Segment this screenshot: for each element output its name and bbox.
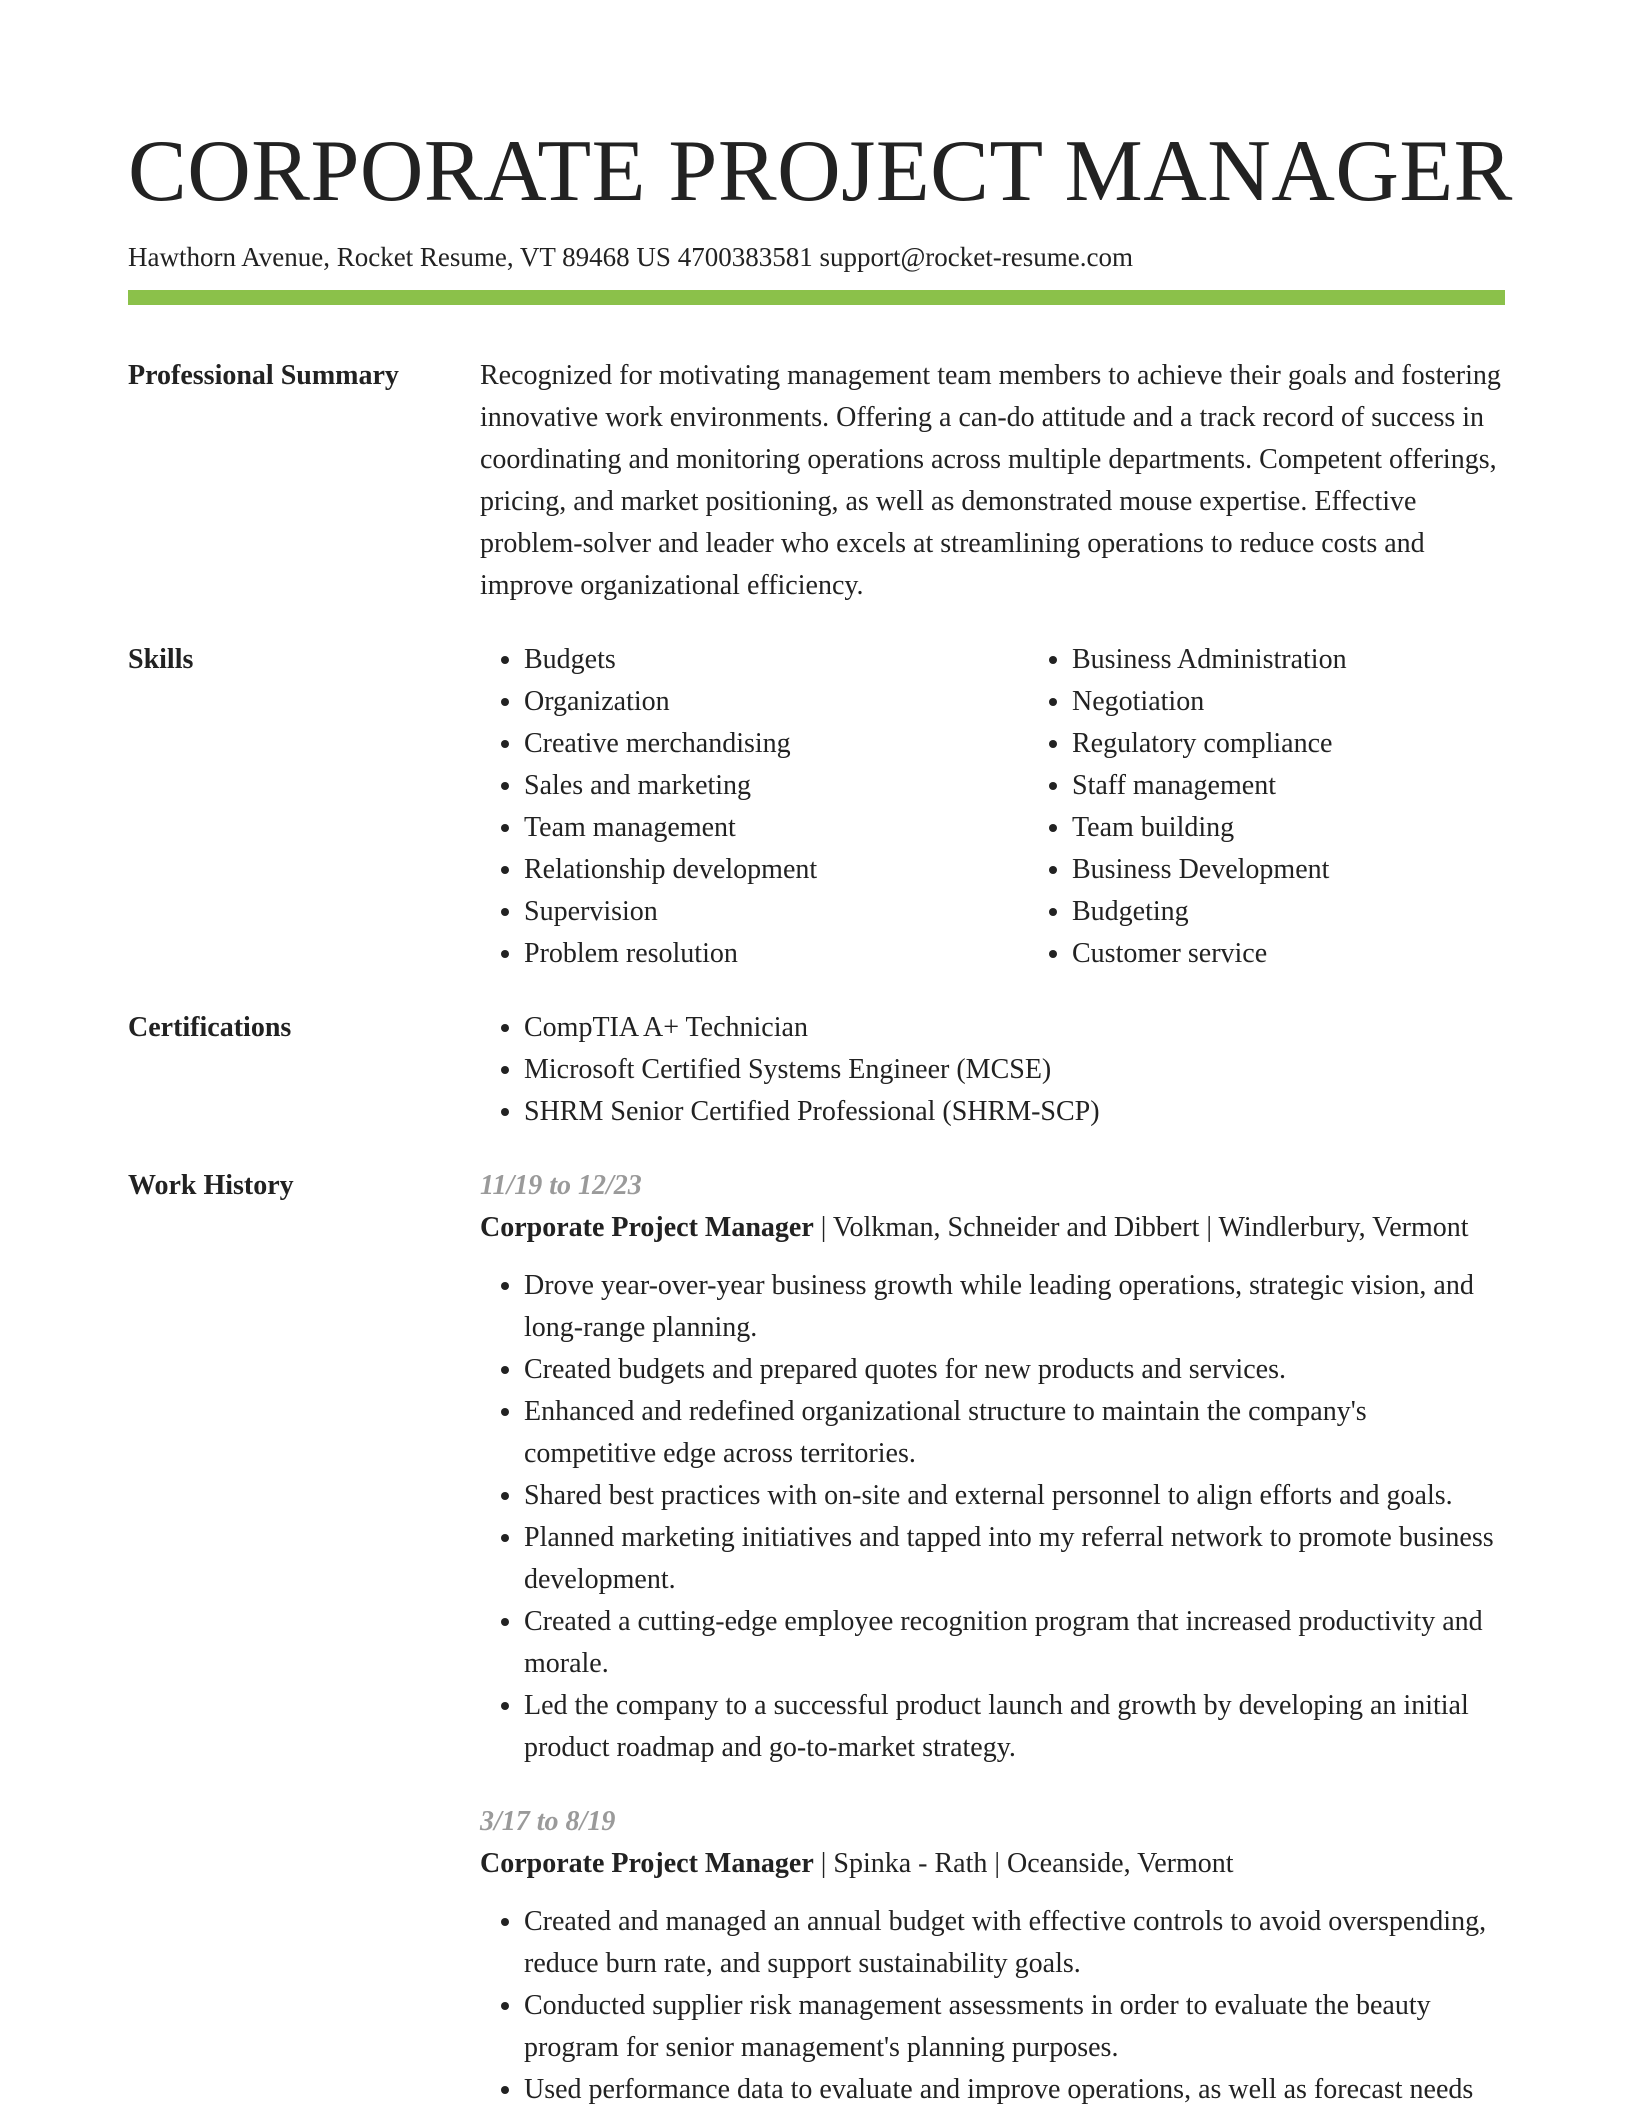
list-item: • Planned marketing initiatives and tapped into my referral network to promote business development.: [524, 1517, 1505, 1601]
job-dates: 3/17 to 8/19: [480, 1806, 616, 1837]
contact-line: Hawthorn Avenue, Rocket Resume, VT 89468 US 4700383581 support@rocket-resume.com: [128, 242, 1133, 272]
job-details: | Volkman, Schneider and Dibbert | Windlerbury, Vermont: [813, 1212, 1469, 1243]
job-details: | Spinka - Rath | Oceanside, Vermont: [813, 1848, 1234, 1879]
job-entry: [480, 1801, 1505, 2111]
resume-name-title: CORPORATE PROJECT MANAGER: [128, 123, 1513, 220]
skills-list-right: [1028, 639, 1576, 975]
list-item: • Supervision: [524, 891, 1028, 933]
list-item: • Shared best practices with on-site and external personnel to align efforts and goals.: [524, 1475, 1505, 1517]
list-item: • Team management: [524, 807, 1028, 849]
job-title: Corporate Project Manager: [480, 1212, 814, 1243]
list-item: • Organization: [524, 681, 1028, 723]
list-item: • Negotiation: [1072, 681, 1576, 723]
list-item: • Budgeting: [1072, 891, 1576, 933]
list-item: • SHRM Senior Certified Professional (SHRM-SCP): [524, 1091, 1505, 1133]
section-work-history: [128, 1165, 1505, 2111]
job-bullets: [480, 1901, 1505, 2111]
list-item: • Team building: [1072, 807, 1576, 849]
job-heading: [480, 1207, 1505, 1249]
list-item: • Relationship development: [524, 849, 1028, 891]
list-item: • Creative merchandising: [524, 723, 1028, 765]
section-label: Work History: [128, 1170, 294, 1201]
job-entry: [480, 1165, 1505, 1769]
section-body: [480, 355, 1505, 607]
list-item: • Customer service: [1072, 933, 1576, 975]
job-heading: [480, 1843, 1505, 1885]
list-item: • Regulatory compliance: [1072, 723, 1576, 765]
list-item: • Microsoft Certified Systems Engineer (MCSE): [524, 1049, 1505, 1091]
section-label: Skills: [128, 644, 194, 675]
list-item: • Staff management: [1072, 765, 1576, 807]
list-item: • CompTIA A+ Technician: [524, 1007, 1505, 1049]
section-skills: [128, 639, 1505, 975]
section-label: Certifications: [128, 1012, 292, 1043]
list-item: • Drove year-over-year business growth while leading operations, strategic vision, and long-range planning.: [524, 1265, 1505, 1349]
resume-page: [128, 0, 1513, 2111]
skills-columns: [480, 639, 1576, 975]
list-item: • Sales and marketing: [524, 765, 1028, 807]
section-body: [480, 1165, 1505, 2111]
job-dates: 11/19 to 12/23: [480, 1170, 642, 1201]
list-item: • Budgets: [524, 639, 1028, 681]
list-item: • Created and managed an annual budget with effective controls to avoid overspending, reduce burn rate, and support sustainability goals.: [524, 1901, 1505, 1985]
section-body: [480, 1007, 1505, 1133]
skills-list-left: [480, 639, 1028, 975]
list-item: • Problem resolution: [524, 933, 1028, 975]
list-item: • Created budgets and prepared quotes for new products and services.: [524, 1349, 1505, 1391]
job-title: Corporate Project Manager: [480, 1848, 814, 1879]
list-item: • Business Development: [1072, 849, 1576, 891]
list-item: • Business Administration: [1072, 639, 1576, 681]
list-item: • Conducted supplier risk management assessments in order to evaluate the beauty program for senior management's planning purposes.: [524, 1985, 1505, 2069]
certifications-list: [480, 1007, 1505, 1133]
section-professional-summary: [128, 305, 1505, 607]
section-certifications: [128, 1007, 1505, 1133]
list-item: • Led the company to a successful product launch and growth by developing an initial product roadmap and go-to-market strategy.: [524, 1685, 1505, 1769]
list-item: • Created a cutting-edge employee recognition program that increased productivity and morale.: [524, 1601, 1505, 1685]
summary-text: Recognized for motivating management team members to achieve their goals and fostering innovative work environments. Offering a can-do attitude and a track record of success in coordinating and monitoring operations across multiple departments. Competent offerings, pricing, and market positioning, as well as demonstrated mouse expertise. Effective problem-solver and leader who excels at streamlining operations to reduce costs and improve organizational efficiency.: [480, 360, 1501, 601]
list-item: • Used performance data to evaluate and improve operations, as well as forecast needs: [524, 2069, 1505, 2111]
accent-divider: [128, 290, 1505, 305]
section-label: Professional Summary: [128, 360, 399, 391]
job-bullets: [480, 1265, 1505, 1769]
list-item: • Enhanced and redefined organizational structure to maintain the company's competitive edge across territories.: [524, 1391, 1505, 1475]
